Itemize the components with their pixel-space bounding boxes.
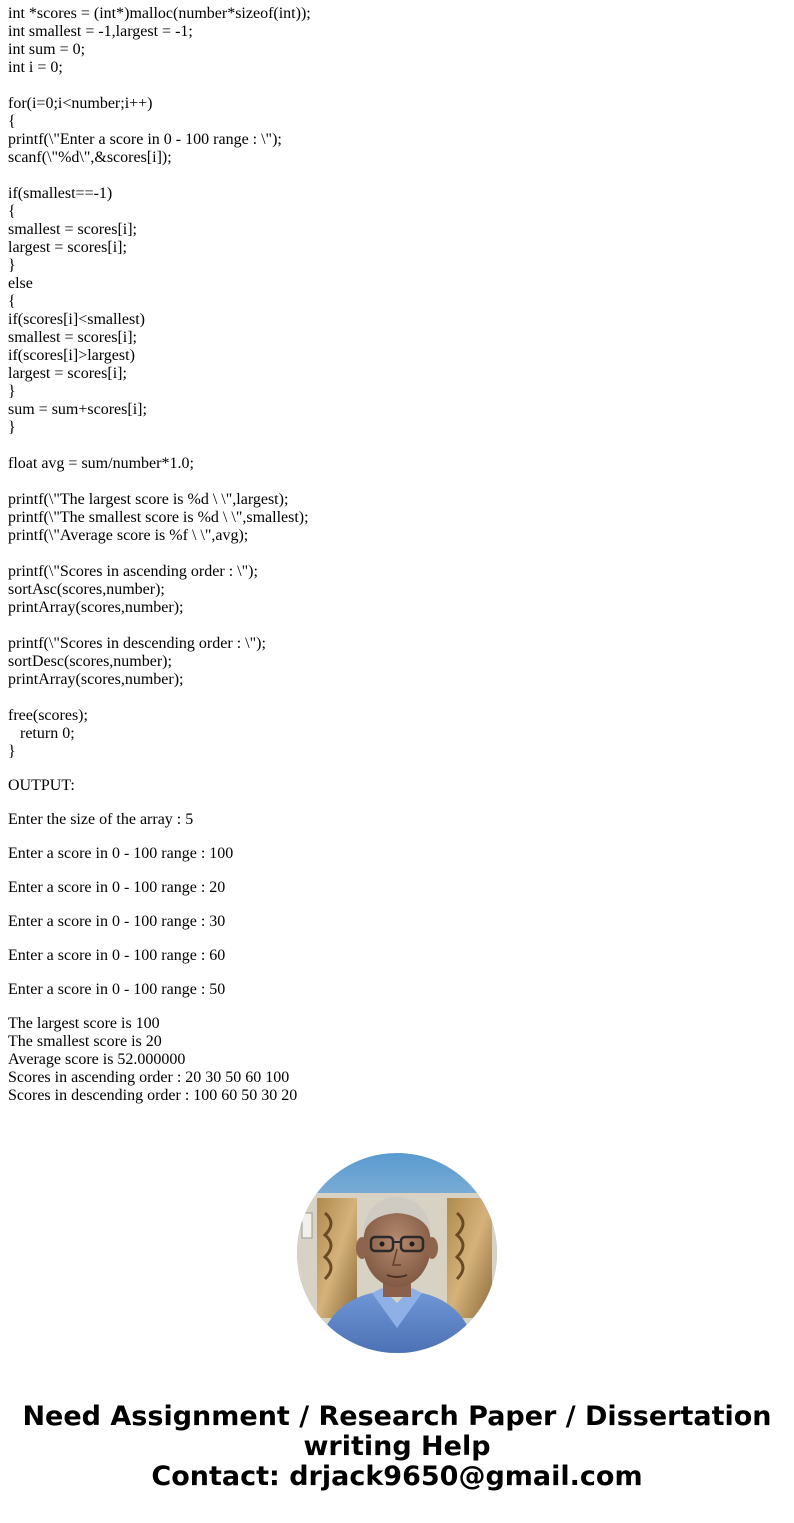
output-result-line: Scores in descending order : 100 60 50 30 20 [8,1087,298,1104]
code-line: { [8,203,16,220]
program-output [8,777,788,1105]
output-results [8,1015,788,1105]
code-line [8,437,788,455]
output-prompt-line: Enter a score in 0 - 100 range : 30 [8,913,226,930]
output-result-line: The largest score is 100 [8,1015,160,1032]
code-line [8,617,788,635]
code-line: printf(\"Average score is %f \ \",avg); [8,527,249,544]
code-line: printf(\"Enter a score in 0 - 100 range : \"); [8,131,282,148]
code-line: free(scores); [8,707,88,724]
output-prompt-line: Enter a score in 0 - 100 range : 100 [8,845,234,862]
output-prompt-line: Enter a score in 0 - 100 range : 20 [8,879,226,896]
code-line: printArray(scores,number); [8,671,184,688]
code-line: } [8,257,16,274]
code-listing [8,5,788,761]
code-line: sortDesc(scores,number); [8,653,172,670]
code-line [8,545,788,563]
output-prompts [8,811,788,999]
code-line: if(scores[i]<smallest) [8,311,145,328]
code-line: printArray(scores,number); [8,599,184,616]
code-line: if(scores[i]>largest) [8,347,135,364]
contact-banner [0,1402,794,1492]
code-line: for(i=0;i<number;i++) [8,95,153,112]
code-line: smallest = scores[i]; [8,329,137,346]
code-line: float avg = sum/number*1.0; [8,455,194,472]
output-result-line: Scores in ascending order : 20 30 50 60 100 [8,1069,290,1086]
output-prompt-line: Enter a score in 0 - 100 range : 60 [8,947,226,964]
code-line [8,473,788,491]
code-line: int smallest = -1,largest = -1; [8,23,193,40]
code-line [8,167,788,185]
code-line: if(smallest==-1) [8,185,113,202]
code-line: { [8,293,16,310]
code-line: { [8,113,16,130]
banner-line-1: Need Assignment / Research Paper / Dissertation [22,1401,772,1432]
code-line: else [8,275,33,292]
banner-line-3: Contact: drjack9650@gmail.com [151,1461,643,1492]
output-prompt-line: Enter a score in 0 - 100 range : 50 [8,981,226,998]
code-line [8,689,788,707]
code-line: printf(\"Scores in descending order : \"); [8,635,266,652]
author-photo [297,1153,497,1353]
code-line: smallest = scores[i]; [8,221,137,238]
code-line: printf(\"The largest score is %d \ \",largest); [8,491,289,508]
code-line: return 0; [8,725,75,742]
code-line: int *scores = (int*)malloc(number*sizeof(int)); [8,5,311,22]
output-result-line: The smallest score is 20 [8,1033,162,1050]
code-line: sortAsc(scores,number); [8,581,165,598]
code-line: int i = 0; [8,59,63,76]
code-line: } [8,383,16,400]
code-line: int sum = 0; [8,41,86,58]
output-result-line: Average score is 52.000000 [8,1051,186,1068]
code-line: } [8,419,16,436]
code-line: scanf(\"%d\",&scores[i]); [8,149,172,166]
code-line: largest = scores[i]; [8,365,127,382]
code-line [8,77,788,95]
code-line: printf(\"Scores in ascending order : \"); [8,563,258,580]
code-line: printf(\"The smallest score is %d \ \",smallest); [8,509,309,526]
code-line: sum = sum+scores[i]; [8,401,147,418]
code-line: largest = scores[i]; [8,239,127,256]
output-prompt-line: Enter the size of the array : 5 [8,811,194,828]
output-heading: OUTPUT: [8,777,75,794]
banner-line-2: writing Help [303,1431,491,1462]
code-line: } [8,743,16,760]
